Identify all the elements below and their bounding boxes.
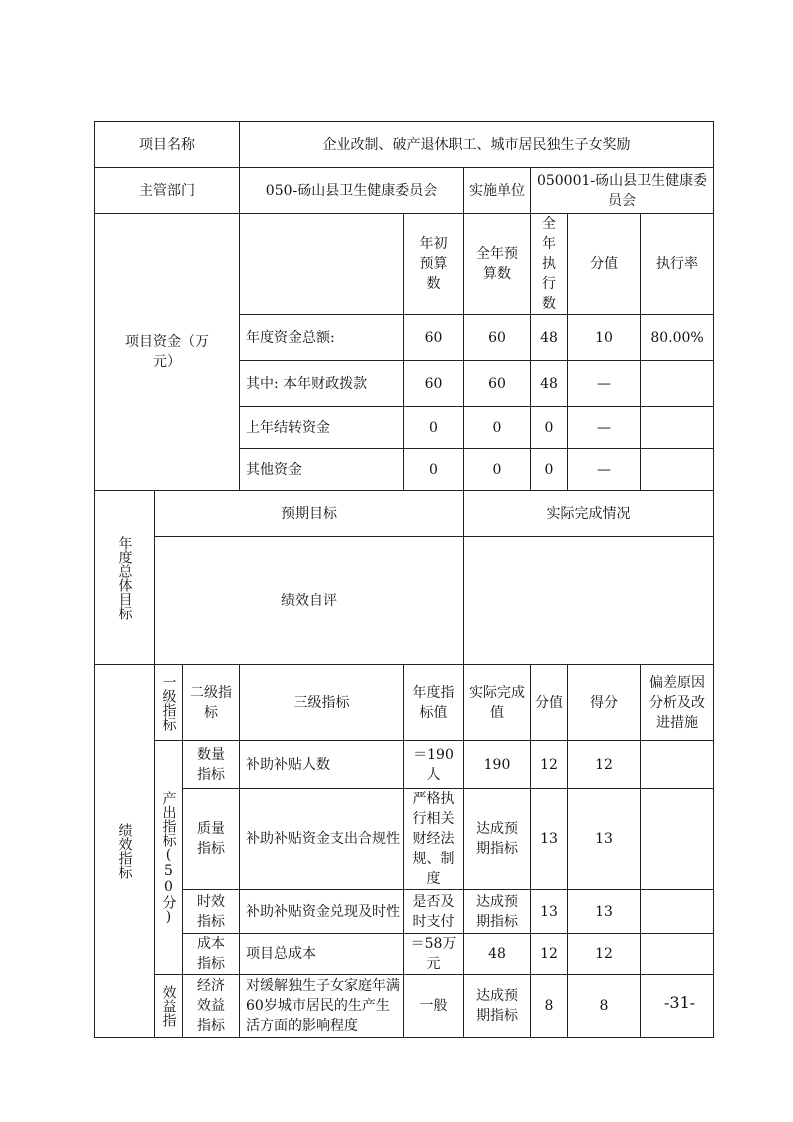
- impl-label: 实施单位: [464, 168, 531, 214]
- funds-cell: —: [568, 361, 641, 407]
- perf-got: 12: [568, 741, 641, 789]
- perf-actual: 达成预期指标: [464, 789, 531, 890]
- perf-target: 一般: [404, 975, 464, 1038]
- funds-header-row: [95, 214, 714, 315]
- perf-target: ＝58万元: [404, 934, 464, 975]
- perf-l2: 时效指标: [183, 890, 240, 934]
- funds-header-3: 分值: [568, 214, 641, 315]
- page-number: -31-: [664, 993, 696, 1012]
- performance-table: [94, 121, 714, 1038]
- funds-cell: 60: [404, 361, 464, 407]
- perf-target: 严格执行相关财经法规、制度: [404, 789, 464, 890]
- funds-cell: 60: [464, 315, 531, 361]
- funds-cell: 0: [404, 407, 464, 449]
- perf-score: 12: [531, 741, 568, 789]
- project-name-row: [95, 122, 714, 168]
- funds-header-4: 执行率: [641, 214, 714, 315]
- funds-label: 项目资金（万元）: [95, 214, 240, 491]
- perf-header: 实际完成值: [464, 665, 531, 741]
- perf-header: 二级指标: [183, 665, 240, 741]
- benefit-label-text: 效益指: [160, 985, 177, 1027]
- perf-score: 8: [531, 975, 568, 1038]
- perf-header-row: [95, 665, 714, 741]
- perf-score: 12: [531, 934, 568, 975]
- perf-actual: 48: [464, 934, 531, 975]
- perf-got: 13: [568, 890, 641, 934]
- perf-l3: 对缓解独生子女家庭年满60岁城市居民的生产生活方面的影响程度: [240, 975, 404, 1038]
- funds-cell: [641, 449, 714, 491]
- perf-header: 得分: [568, 665, 641, 741]
- perf-actual: 190: [464, 741, 531, 789]
- perf-row: [95, 890, 714, 934]
- perf-header: 分值: [531, 665, 568, 741]
- funds-cell: 0: [464, 407, 531, 449]
- perf-row: [95, 789, 714, 890]
- perf-note: [641, 890, 714, 934]
- perf-actual: 达成预期指标: [464, 975, 531, 1038]
- impl-value: 050001-砀山县卫生健康委员会: [531, 168, 714, 214]
- perf-target: ＝190人: [404, 741, 464, 789]
- project-name-label: 项目名称: [95, 122, 240, 168]
- funds-header-1: 全年预算数: [464, 214, 531, 315]
- funds-row-label: 年度资金总额:: [240, 315, 404, 361]
- perf-note: [641, 934, 714, 975]
- perf-header: 三级指标: [240, 665, 404, 741]
- funds-cell: [641, 407, 714, 449]
- perf-header: 年度指标值: [404, 665, 464, 741]
- funds-cell: 48: [531, 361, 568, 407]
- perf-row: [95, 934, 714, 975]
- output-label-text: 产出指标(50分): [160, 790, 177, 925]
- funds-cell: 10: [568, 315, 641, 361]
- funds-cell: 0: [404, 449, 464, 491]
- perf-l3: 补助补贴资金支出合规性: [240, 789, 404, 890]
- perf-header: 偏差原因分析及改进措施: [641, 665, 714, 741]
- goals-expected: 预期目标: [155, 491, 464, 537]
- dept-label: 主管部门: [95, 168, 240, 214]
- funds-cell: [641, 361, 714, 407]
- funds-row-label: 上年结转资金: [240, 407, 404, 449]
- funds-cell: 0: [464, 449, 531, 491]
- perf-l3: 补助补贴人数: [240, 741, 404, 789]
- perf-header-0: [155, 665, 183, 741]
- goals-body-row: [95, 537, 714, 665]
- goals-actual: 实际完成情况: [464, 491, 714, 537]
- perf-got: 13: [568, 789, 641, 890]
- goals-label-text: 年度总体目标: [116, 535, 133, 620]
- funds-cell: —: [568, 449, 641, 491]
- goals-label: [95, 491, 155, 665]
- goals-actual-value: [464, 537, 714, 665]
- perf-l3: 项目总成本: [240, 934, 404, 975]
- funds-cell: 0: [531, 449, 568, 491]
- perf-l2: 数量指标: [183, 741, 240, 789]
- perf-actual: 达成预期指标: [464, 890, 531, 934]
- project-name-value: 企业改制、破产退休职工、城市居民独生子女奖励: [240, 122, 714, 168]
- perf-l2: 质量指标: [183, 789, 240, 890]
- funds-header-0: 年初预算数: [404, 214, 464, 315]
- goals-self-eval: 绩效自评: [155, 537, 464, 665]
- perf-target: 是否及时支付: [404, 890, 464, 934]
- perf-got: 12: [568, 934, 641, 975]
- funds-cell: 60: [464, 361, 531, 407]
- perf-row: [95, 975, 714, 1038]
- funds-cell: 80.00%: [641, 315, 714, 361]
- funds-cell: 48: [531, 315, 568, 361]
- perf-label: [95, 665, 155, 1038]
- perf-note: [641, 741, 714, 789]
- funds-header-2: 全年执行数: [531, 214, 568, 315]
- benefit-label: [155, 975, 183, 1038]
- funds-row-label: 其他资金: [240, 449, 404, 491]
- perf-score: 13: [531, 789, 568, 890]
- dept-value: 050-砀山县卫生健康委员会: [240, 168, 464, 214]
- funds-cell: 0: [531, 407, 568, 449]
- perf-score: 13: [531, 890, 568, 934]
- funds-row-label: 其中: 本年财政拨款: [240, 361, 404, 407]
- perf-l2: 经济效益指标: [183, 975, 240, 1038]
- funds-cell: 60: [404, 315, 464, 361]
- perf-l3: 补助补贴资金兑现及时性: [240, 890, 404, 934]
- perf-note: [641, 789, 714, 890]
- funds-header-empty: [240, 214, 404, 315]
- perf-header-0-text: 一级指标: [160, 674, 177, 731]
- perf-row: [95, 741, 714, 789]
- funds-cell: —: [568, 407, 641, 449]
- dept-row: [95, 168, 714, 214]
- perf-got: 8: [568, 975, 641, 1038]
- output-label: [155, 741, 183, 975]
- perf-l2: 成本指标: [183, 934, 240, 975]
- perf-label-text: 绩效指标: [116, 823, 133, 879]
- goals-header-row: [95, 491, 714, 537]
